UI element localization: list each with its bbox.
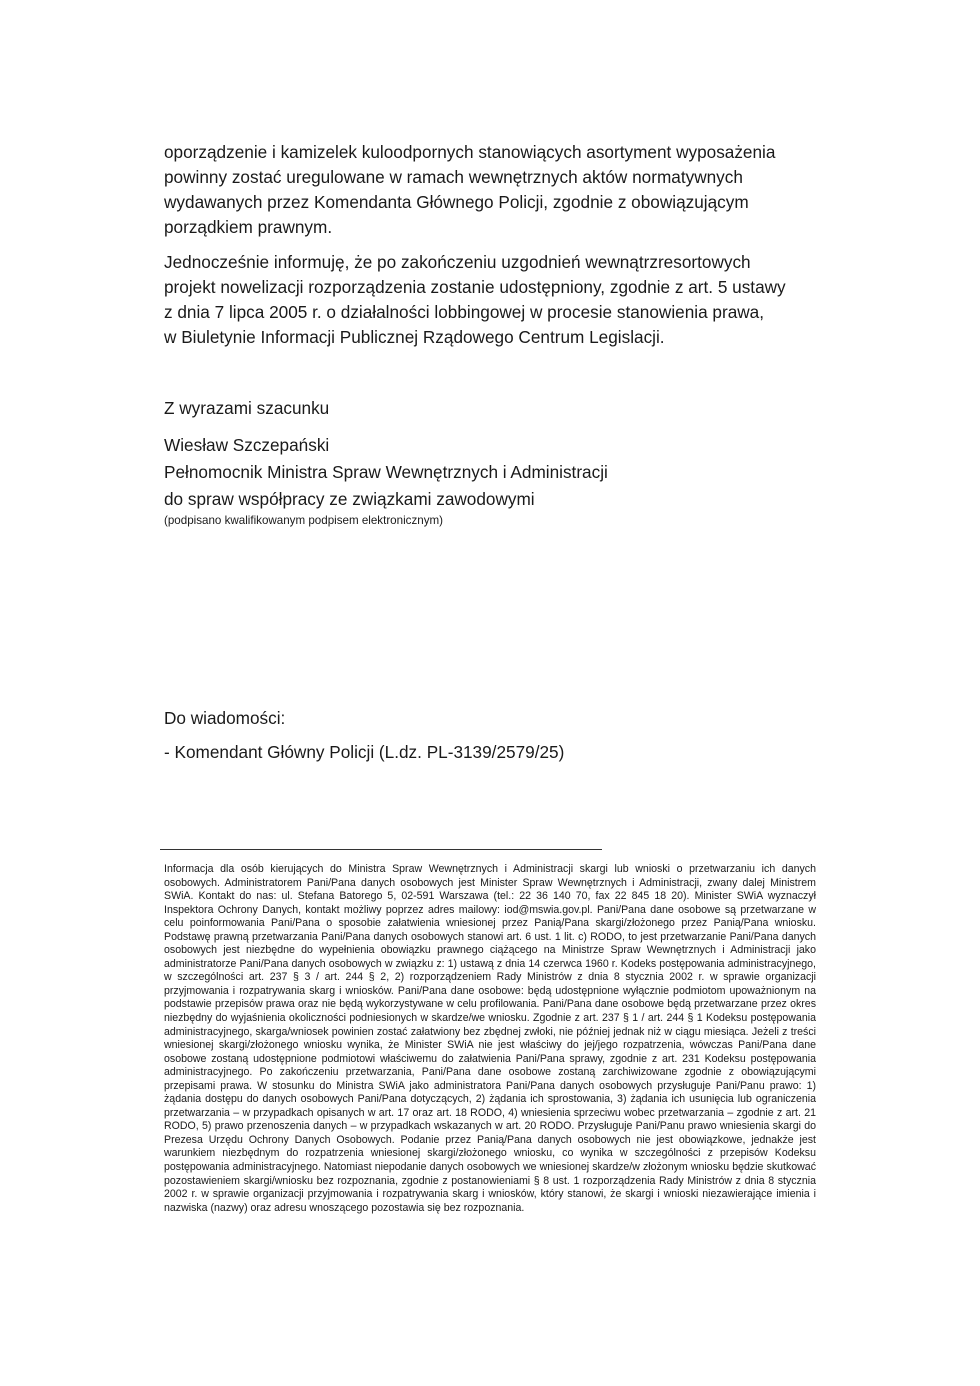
signatory-name: Wiesław Szczepański <box>164 435 330 455</box>
text-line: powinny zostać uregulowane w ramach wewnętrznych aktów normatywnych <box>164 167 743 187</box>
text-line: projekt nowelizacji rozporządzenia zostanie udostępniony, zgodnie z art. 5 ustawy <box>164 277 786 297</box>
electronic-signature-note: (podpisano kwalifikowanym podpisem elektronicznym) <box>164 514 444 527</box>
closing-salutation: Z wyrazami szacunku <box>164 398 330 418</box>
footnote-divider <box>160 849 602 850</box>
body-paragraph-1 <box>164 140 824 240</box>
text-line: Jednocześnie informuję, że po zakończeniu uzgodnień wewnątrzresortowych <box>164 252 751 272</box>
cc-recipient: - Komendant Główny Policji (L.dz. PL-3139/2579/25) <box>164 742 565 762</box>
gdpr-information-footnote: Informacja dla osób kierujących do Ministra Spraw Wewnętrznych i Administracji skargi lub wnioski o przetwarzaniu ich danych osobowych. Administratorem Pani/Pana danych osobowych jest Minister Spraw Wewnętrznych i Administracji, zwany dalej Ministrem SWiA. Kontakt do nas: ul. Stefana Batorego 5, 02-591 Warszawa (tel.: 22 36 140 70, fax 22 845 18 20). Minister SWiA wyznaczył Inspektora Ochrony Danych, kontakt możliwy poprzez adres mailowy: iod@mswia.gov.pl. Pani/Pana dane osobowe są przetwarzane w celu poinformowania Pani/Pana o sposobie załatwienia wniesionej przez Panią/Pana skargi/złożonego przez Panią/Pana wniosku. Podstawę prawną przetwarzania Pani/Pana danych osobowych stanowi art. 6 ust. 1 lit. c) RODO, to jest przetwarzanie Pani/Pana danych osobowych jest niezbędne do wypełnienia obowiązku prawnego ciążącego na Ministrze Spraw Wewnętrznych i Administracji jako administratorze Pani/Pana danych osobowych w związku z: 1) ustawą z dnia 14 czerwca 1960 r. Kodeks postępowania administracyjnego, w szczególności art. 237 § 3 / art. 244 § 2, 2) rozporządzeniem Rady Ministrów z dnia 8 stycznia 2002 r. w sprawie organizacji przyjmowania i rozpatrywania skarg i wniosków. Pani/Pana dane osobowe: będą udostępnione wyłącznie podmiotom upoważnionym na podstawie przepisów prawa oraz nie będą wykorzystywane w celu profilowania. Pani/Pana dane osobowe będą przetwarzane przez okres niezbędny do wyjaśnienia okoliczności podniesionych w skardze/we wniosku. Zgodnie z art. 237 § 1 / art. 244 § 1 Kodeksu postępowania administracyjnego, skarga/wniosek powinien zostać załatwiony bez zbędnej zwłoki, nie później jednak niż w ciągu miesiąca. Jeżeli z treści wniesionej skargi/złożonego wniosku wynika, że Minister SWiA nie jest właściwy do jej/jego rozpatrzenia, wówczas Pani/Pana dane osobowe zostaną udostępnione podmiotowi właściwemu do załatwienia Pani/Pana sprawy, zgodnie z art. 231 Kodeksu postępowania administracyjnego. Po zakończeniu przetwarzania, Pani/Pana dane osobowe zostaną zarchiwizowane zgodnie z obowiązującymi przepisami prawa. W stosunku do Ministra SWiA jako administratora Pani/Pana danych osobowych przysługuje Pani/Panu prawo: 1) żądania dostępu do danych osobowych Pani/Pana dotyczących, 2) żądania ich sprostowania, 3) żądania ich usunięcia lub ograniczenia przetwarzania – w przypadkach opisanych w art. 17 oraz art. 18 RODO, 4) wniesienia sprzeciwu wobec przetwarzania – zgodnie z art. 21 RODO, 5) prawo przenoszenia danych – w przypadkach wskazanych w art. 20 RODO. Przysługuje Pani/Panu prawo wniesienia skargi do Prezesa Urzędu Ochrony Danych Osobowych. Podanie przez Panią/Pana danych osobowych nie jest obowiązkowe, jednakże jest warunkiem niezbędnym do rozpatrzenia wniesionej skargi/złożonego wniosku, co wynika w szczególności z przepisów Kodeksu postępowania administracyjnego. Natomiast niepodanie danych osobowych we wniesionej skardze/w złożonym wniosku będzie skutkować pozostawieniem skargi/wniosku bez rozpoznania, zgodnie z postanowieniami § 8 ust. 1 rozporządzenia Rady Ministrów z dnia 8 stycznia 2002 r. w sprawie organizacji przyjmowania i rozpatrywania skarg i wniosków, który stanowi, że skargi i wnioski niezawierające imienia i nazwiska (nazwy) oraz adresu wnoszącego pozostawia się bez rozpoznania. <box>164 863 816 1214</box>
signatory-title-line-2: do spraw współpracy ze związkami zawodowymi <box>164 489 535 509</box>
signatory-title-line-1: Pełnomocnik Ministra Spraw Wewnętrznych i Administracji <box>164 462 608 482</box>
text-line: wydawanych przez Komendanta Głównego Policji, zgodnie z obowiązującym <box>164 192 749 212</box>
body-paragraph-2 <box>164 250 824 350</box>
cc-heading: Do wiadomości: <box>164 708 286 728</box>
text-line: z dnia 7 lipca 2005 r. o działalności lobbingowej w procesie stanowienia prawa, <box>164 302 765 322</box>
text-line: w Biuletynie Informacji Publicznej Rządowego Centrum Legislacji. <box>164 327 665 347</box>
text-line: porządkiem prawnym. <box>164 217 333 237</box>
signature-block <box>164 432 608 529</box>
text-line: oporządzenie i kamizelek kuloodpornych stanowiących asortyment wyposażenia <box>164 142 776 162</box>
